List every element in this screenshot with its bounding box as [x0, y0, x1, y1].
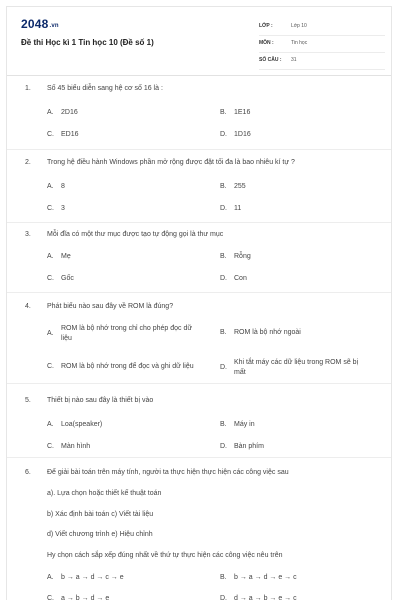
option-a[interactable] [47, 574, 124, 581]
option-c[interactable] [47, 205, 65, 212]
option-d[interactable] [220, 443, 264, 450]
question-number: 2. [25, 159, 31, 166]
option-c[interactable] [47, 275, 74, 282]
option-text: ROM là bộ nhớ trong để đọc và ghi dữ liệu [61, 363, 194, 370]
option-b[interactable] [220, 421, 255, 428]
question-text: Mỗi đĩa có một thư mục được tạo tự động gọi là thư mục [47, 231, 224, 238]
option-label: C. [47, 275, 54, 282]
option-a[interactable] [47, 109, 78, 116]
option-text: b → a → d → e → c [234, 574, 297, 581]
option-label: D. [220, 595, 227, 600]
exam-header [7, 7, 391, 67]
question-number: 4. [25, 303, 31, 310]
option-label: C. [47, 443, 54, 450]
option-label: D. [220, 131, 227, 138]
option-text: Máy in [234, 421, 255, 428]
question-separator [7, 383, 391, 384]
option-label: A. [47, 109, 54, 116]
option-a[interactable] [47, 253, 71, 260]
meta-key: LỚP : [259, 23, 273, 29]
option-text: ED16 [61, 131, 79, 138]
option-text: 8 [61, 183, 65, 190]
option-d[interactable] [220, 595, 297, 600]
option-text: Gốc [61, 275, 74, 282]
question-separator [7, 457, 391, 458]
option-b[interactable] [220, 253, 251, 260]
question-separator [7, 292, 391, 293]
exam-title: Đề thi Học kì 1 Tin học 10 (Đề số 1) [21, 38, 154, 47]
option-label: B. [220, 109, 227, 116]
header-divider [7, 75, 391, 76]
meta-row-count [259, 53, 385, 70]
option-text: 1D16 [234, 131, 251, 138]
step-line: a). Lựa chọn hoặc thiết kế thuật toán [47, 490, 162, 497]
option-a[interactable] [47, 421, 102, 428]
step-line: d) Viết chương trình e) Hiệu chỉnh [47, 531, 153, 538]
option-label: D. [220, 275, 227, 282]
option-d[interactable] [220, 205, 241, 212]
question-separator [7, 149, 391, 150]
option-text: 255 [234, 183, 246, 190]
option-label: D. [220, 205, 227, 212]
option-text: Con [234, 275, 247, 282]
meta-row-subject [259, 36, 385, 53]
option-label: A. [47, 574, 54, 581]
option-text: 2D16 [61, 109, 78, 116]
option-b[interactable] [220, 574, 297, 581]
option-label: C. [47, 595, 54, 600]
option-label: A. [47, 421, 54, 428]
option-text-line-2: liệu [61, 335, 72, 342]
option-label: D. [220, 443, 227, 450]
meta-value: Tin học [291, 40, 308, 46]
option-text: b → a → d → c → e [61, 574, 124, 581]
option-text: Mẹ [61, 253, 71, 260]
option-text-line-1: ROM là bộ nhớ trong chỉ cho phép đọc dữ [61, 325, 193, 332]
option-text: Rỗng [234, 253, 251, 260]
option-label: B. [220, 329, 227, 336]
option-text: ROM là bộ nhớ ngoài [234, 329, 301, 336]
option-d[interactable] [220, 358, 358, 378]
option-label: A. [47, 183, 54, 190]
option-a[interactable] [47, 324, 192, 344]
meta-key: MÔN : [259, 40, 274, 46]
question-number: 6. [25, 469, 31, 476]
meta-key: SỐ CÂU : [259, 57, 282, 63]
option-text: 1E16 [234, 109, 251, 116]
logo-text: 2048 [21, 17, 49, 31]
option-c[interactable] [47, 363, 194, 370]
option-b[interactable] [220, 183, 246, 190]
option-c[interactable] [47, 443, 90, 450]
option-label: C. [47, 363, 54, 370]
step-line: b) Xác định bài toán c) Viết tài liệu [47, 511, 154, 518]
question-text: Trong hệ điều hành Windows phần mở rộng được đặt tối đa là bao nhiêu kí tự ? [47, 159, 295, 166]
option-label: D. [220, 364, 227, 371]
logo-tld: .vn [49, 23, 59, 29]
option-text: Màn hình [61, 443, 91, 450]
option-text: 11 [234, 205, 242, 212]
meta-row-class [259, 19, 385, 36]
option-label: B. [220, 183, 227, 190]
option-label: C. [47, 131, 54, 138]
option-label: C. [47, 205, 54, 212]
meta-value: Lớp 10 [291, 23, 307, 29]
option-text: 3 [61, 205, 65, 212]
option-text: Loa(speaker) [61, 421, 103, 428]
question-text: Số 45 biểu diễn sang hệ cơ số 16 là : [47, 85, 163, 92]
option-text: d → a → b → e → c [234, 595, 297, 600]
question-separator [7, 222, 391, 223]
exam-sheet [6, 6, 392, 600]
question-number: 5. [25, 397, 31, 404]
option-label: B. [220, 421, 227, 428]
option-label: A. [47, 330, 54, 337]
option-text-line-1: Khi tắt máy các dữ liệu trong ROM sẽ bị [234, 359, 359, 366]
option-text: a → b → d → e [61, 595, 110, 600]
option-b[interactable] [220, 109, 250, 116]
option-label: A. [47, 253, 54, 260]
option-a[interactable] [47, 183, 65, 190]
question-text: Phát biểu nào sau đây về ROM là đúng? [47, 303, 174, 310]
option-label: B. [220, 253, 227, 260]
question-number: 3. [25, 231, 31, 238]
option-text: Bàn phím [234, 443, 264, 450]
step-line: Hy chọn cách sắp xếp đúng nhất về thứ tự thực hiện các công việc nêu trên [47, 552, 283, 559]
question-text: Để giải bài toán trên máy tính, người ta thực hiện thực hiện các công việc sau [47, 469, 289, 476]
exam-meta [259, 19, 385, 70]
option-label: B. [220, 574, 227, 581]
option-c[interactable] [47, 595, 109, 600]
question-text: Thiết bị nào sau đây là thiết bị vào [47, 397, 154, 404]
question-number: 1. [25, 85, 31, 92]
meta-value: 31 [291, 57, 297, 63]
site-logo[interactable] [21, 17, 59, 31]
option-d[interactable] [220, 131, 251, 138]
option-text-line-2: mất [234, 369, 246, 376]
option-b[interactable] [220, 329, 301, 336]
option-c[interactable] [47, 131, 79, 138]
option-d[interactable] [220, 275, 247, 282]
